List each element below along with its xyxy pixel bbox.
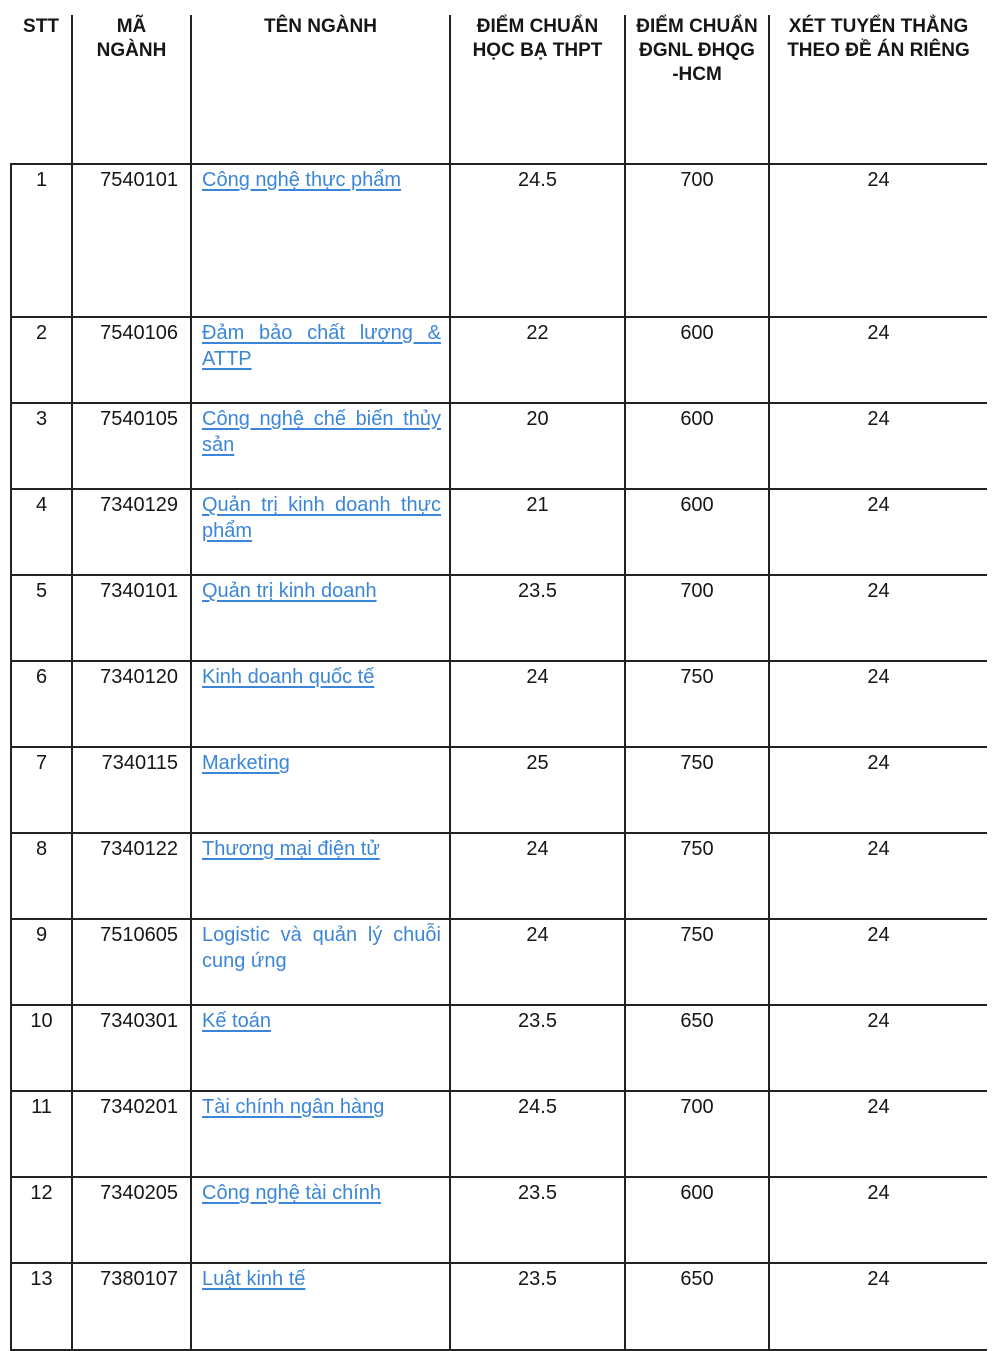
row-direct-admission: 24 [769,1177,987,1263]
row-stt: 10 [11,1005,72,1091]
row-major-name [191,575,450,661]
row-major-name [191,1177,450,1263]
row-direct-admission: 24 [769,317,987,403]
row-major-name [191,833,450,919]
row-dgnl-score: 600 [625,317,769,403]
row-major-code: 7380107 [72,1263,191,1350]
row-major-name [191,489,450,575]
row-direct-admission: 24 [769,575,987,661]
row-transcript-score: 23.5 [450,1263,625,1350]
table-row [11,317,987,403]
row-stt: 13 [11,1263,72,1350]
major-link[interactable]: Luật kinh tế [202,1268,306,1290]
row-dgnl-score: 600 [625,489,769,575]
row-direct-admission: 24 [769,403,987,489]
row-major-name [191,919,450,1005]
row-dgnl-score: 600 [625,403,769,489]
row-direct-admission: 24 [769,833,987,919]
row-stt: 9 [11,919,72,1005]
row-transcript-score: 23.5 [450,1005,625,1091]
row-major-name [191,164,450,317]
row-major-name [191,403,450,489]
major-link[interactable]: Marketing [202,752,290,774]
table-row [11,747,987,833]
table-row [11,661,987,747]
row-major-code: 7340205 [72,1177,191,1263]
row-dgnl-score: 700 [625,164,769,317]
row-transcript-score: 21 [450,489,625,575]
major-link[interactable]: Tài chính ngân hàng [202,1096,385,1118]
row-transcript-score: 24 [450,833,625,919]
row-transcript-score: 24.5 [450,1091,625,1177]
table-header-row [11,15,987,164]
row-major-code: 7540101 [72,164,191,317]
admission-table-sheet [10,15,986,1351]
table-row [11,1091,987,1177]
header-major-name: TÊN NGÀNH [191,15,450,164]
row-dgnl-score: 600 [625,1177,769,1263]
table-row [11,489,987,575]
row-direct-admission: 24 [769,489,987,575]
table-row [11,403,987,489]
row-direct-admission: 24 [769,1091,987,1177]
row-dgnl-score: 750 [625,747,769,833]
row-transcript-score: 22 [450,317,625,403]
major-link[interactable]: Công nghệ tài chính [202,1182,382,1204]
row-dgnl-score: 650 [625,1005,769,1091]
row-major-name [191,317,450,403]
major-link[interactable]: Quản trị kinh doanh thực phẩm [202,494,441,542]
row-stt: 1 [11,164,72,317]
row-direct-admission: 24 [769,1263,987,1350]
row-stt: 8 [11,833,72,919]
table-row [11,1263,987,1350]
row-major-code: 7340301 [72,1005,191,1091]
row-major-code: 7540105 [72,403,191,489]
header-direct-admission: XÉT TUYỂN THẲNG THEO ĐỀ ÁN RIÊNG [769,15,987,164]
table-row [11,1005,987,1091]
major-link[interactable]: Quản trị kinh doanh [202,580,377,602]
row-stt: 4 [11,489,72,575]
row-direct-admission: 24 [769,919,987,1005]
row-major-code: 7340129 [72,489,191,575]
admission-scores-table [10,15,987,1351]
row-dgnl-score: 750 [625,833,769,919]
row-transcript-score: 25 [450,747,625,833]
row-dgnl-score: 700 [625,1091,769,1177]
table-row [11,164,987,317]
row-transcript-score: 23.5 [450,1177,625,1263]
row-stt: 7 [11,747,72,833]
row-major-name [191,1091,450,1177]
row-stt: 5 [11,575,72,661]
row-major-name [191,1005,450,1091]
row-stt: 11 [11,1091,72,1177]
row-major-code: 7340201 [72,1091,191,1177]
row-major-name [191,747,450,833]
table-row [11,833,987,919]
row-major-name [191,1263,450,1350]
major-link[interactable]: Thương mại điện tử [202,838,380,860]
major-link[interactable]: Kinh doanh quốc tế [202,666,375,688]
row-transcript-score: 20 [450,403,625,489]
row-transcript-score: 24 [450,661,625,747]
row-transcript-score: 23.5 [450,575,625,661]
table-row [11,575,987,661]
row-major-code: 7340115 [72,747,191,833]
row-major-name [191,661,450,747]
row-direct-admission: 24 [769,1005,987,1091]
header-transcript-score: ĐIỂM CHUẨN HỌC BẠ THPT [450,15,625,164]
row-stt: 6 [11,661,72,747]
row-direct-admission: 24 [769,747,987,833]
row-major-code: 7340101 [72,575,191,661]
row-major-code: 7510605 [72,919,191,1005]
row-transcript-score: 24 [450,919,625,1005]
row-dgnl-score: 750 [625,661,769,747]
header-dgnl-score: ĐIỂM CHUẨN ĐGNL ĐHQG -HCM [625,15,769,164]
major-link[interactable]: Công nghệ chế biến thủy sản [202,408,441,456]
row-dgnl-score: 700 [625,575,769,661]
major-name-text: Logistic và quản lý chuỗi cung ứng [202,924,441,972]
row-major-code: 7540106 [72,317,191,403]
major-link[interactable]: Công nghệ thực phẩm [202,169,402,191]
row-stt: 12 [11,1177,72,1263]
table-row [11,1177,987,1263]
major-link[interactable]: Đảm bảo chất lượng & ATTP [202,322,441,370]
table-row [11,919,987,1005]
row-major-code: 7340120 [72,661,191,747]
major-link[interactable]: Kế toán [202,1010,271,1032]
row-stt: 3 [11,403,72,489]
header-major-code: MÃ NGÀNH [72,15,191,164]
row-stt: 2 [11,317,72,403]
row-major-code: 7340122 [72,833,191,919]
row-dgnl-score: 650 [625,1263,769,1350]
row-dgnl-score: 750 [625,919,769,1005]
row-direct-admission: 24 [769,661,987,747]
row-transcript-score: 24.5 [450,164,625,317]
row-direct-admission: 24 [769,164,987,317]
header-stt: STT [11,15,72,164]
